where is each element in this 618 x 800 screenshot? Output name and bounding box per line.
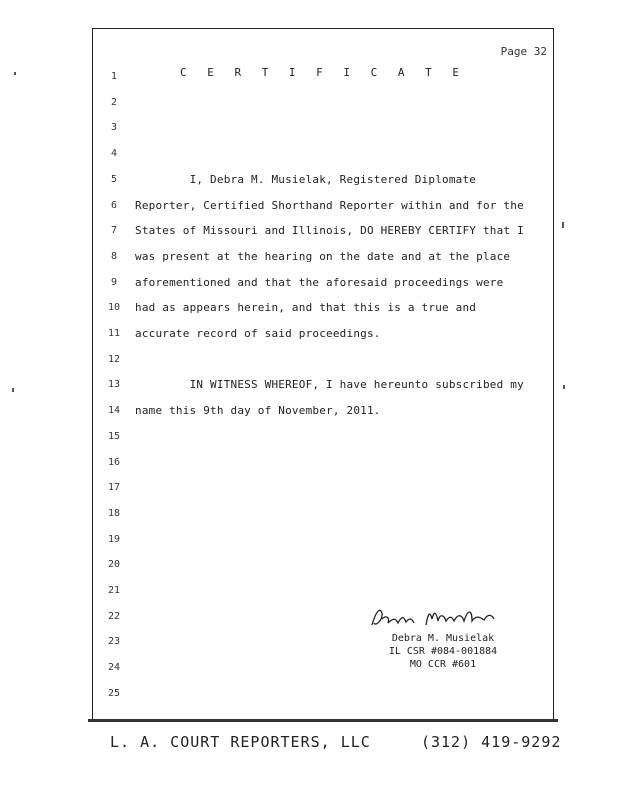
page-number: Page 32 xyxy=(500,45,547,58)
signer-license-mo: MO CCR #601 xyxy=(409,659,477,670)
line-number: 20 xyxy=(107,559,121,571)
handwritten-signature xyxy=(368,603,508,633)
signer-name: Debra M. Musielak xyxy=(391,633,495,644)
line-number: 2 xyxy=(110,96,118,108)
line-text: accurate record of said proceedings. xyxy=(135,327,381,340)
line-number: 5 xyxy=(110,173,118,185)
line-number: 19 xyxy=(107,533,121,545)
line-number: 17 xyxy=(107,482,121,494)
line-number: 24 xyxy=(107,662,121,674)
page-frame-bottom-rule xyxy=(88,719,558,722)
scan-speck xyxy=(562,222,564,228)
line-text: Reporter, Certified Shorthand Reporter within and for the xyxy=(135,198,524,212)
line-number: 6 xyxy=(110,199,118,211)
line-text: was present at the hearing on the date and at the place xyxy=(135,249,511,263)
certificate-title: C E R T I F I C A T E xyxy=(179,66,467,79)
scan-speck xyxy=(14,72,16,75)
line-text: I, Debra M. Musielak, Registered Diplomate xyxy=(135,172,477,186)
line-number: 25 xyxy=(107,687,121,699)
line-text: States of Missouri and Illinois, DO HEREBY CERTIFY that I xyxy=(135,224,524,238)
line-text: aforementioned and that the aforesaid proceedings were xyxy=(135,275,504,289)
line-number: 23 xyxy=(107,636,121,648)
line-number: 8 xyxy=(110,250,118,262)
line-text: name this 9th day of November, 2011. xyxy=(135,404,381,418)
line-text: IN WITNESS WHEREOF, I have hereunto subscribed my xyxy=(135,378,524,392)
signer-license-il: IL CSR #084-001884 xyxy=(388,646,498,657)
line-number: 16 xyxy=(107,456,121,468)
line-number: 15 xyxy=(107,430,121,442)
line-number: 11 xyxy=(107,328,121,339)
line-number: 18 xyxy=(107,507,121,519)
line-number: 7 xyxy=(110,225,118,237)
scan-speck xyxy=(563,385,565,389)
line-number: 10 xyxy=(107,302,121,314)
line-number: 12 xyxy=(107,353,121,365)
line-number: 22 xyxy=(107,610,121,622)
page-frame xyxy=(92,28,554,721)
scan-speck xyxy=(12,388,14,392)
line-number: 4 xyxy=(110,148,118,160)
line-number: 1 xyxy=(110,71,118,82)
line-number: 21 xyxy=(107,585,121,596)
line-number: 9 xyxy=(110,276,118,288)
line-number: 13 xyxy=(107,379,121,391)
line-number: 14 xyxy=(107,405,121,417)
line-number: 3 xyxy=(110,122,118,134)
footer-court-reporters: L. A. COURT REPORTERS, LLC (312) 419-9292 xyxy=(110,733,562,751)
line-text: had as appears herein, and that this is a true and xyxy=(135,301,477,315)
